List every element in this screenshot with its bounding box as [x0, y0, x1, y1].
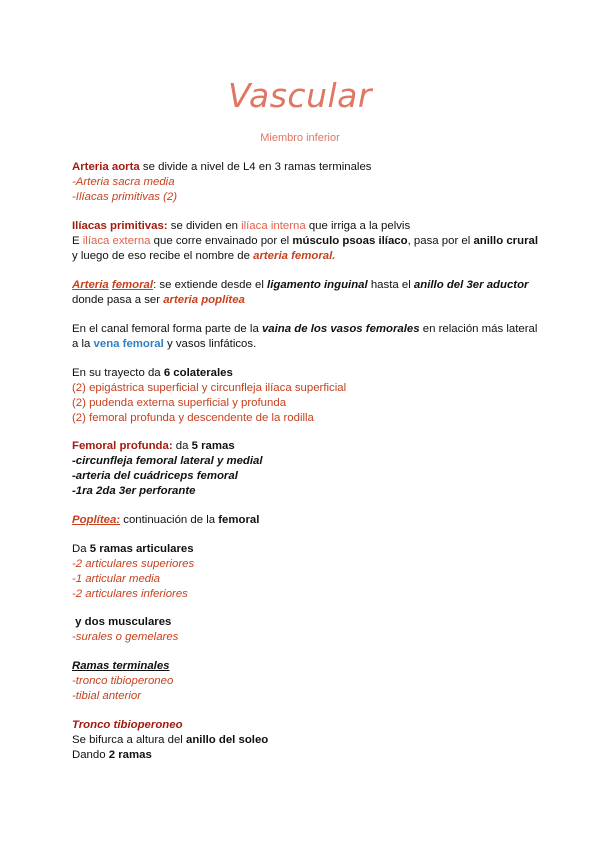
tronco-label: Tronco tibioperoneo — [72, 719, 183, 731]
text-run: a la — [72, 338, 94, 350]
aorta-label: Arteria aorta — [72, 161, 140, 173]
femoral-section — [72, 278, 552, 308]
articular-item: -2 articulares superiores — [72, 558, 195, 570]
text-run: 5 ramas — [191, 440, 235, 452]
text-run: ilíaca interna — [241, 220, 306, 232]
terminal-item: -tibial anterior — [72, 690, 142, 702]
terminales-label: Ramas terminales — [72, 660, 170, 672]
text-run: : se extiende desde el — [153, 279, 268, 291]
text-run: En su trayecto da — [72, 367, 164, 379]
articular-item: -1 articular media — [72, 573, 160, 585]
page-title: Vascular — [228, 76, 372, 115]
text-run: , pasa por el — [407, 235, 474, 247]
text-run: 2 ramas — [108, 749, 152, 761]
muscular-item: -surales o gemelares — [72, 631, 179, 643]
text-run: donde pasa a ser — [72, 294, 164, 306]
profunda-item: -circunfleja femoral lateral y medial — [72, 455, 263, 467]
colaterales-section — [72, 366, 552, 426]
text-run: en relación más lateral — [419, 323, 538, 335]
femoral-label: femoral — [111, 279, 154, 291]
text-run: que corre envainado por el — [150, 235, 293, 247]
text-run: continuación de la — [120, 514, 219, 526]
text-run: 5 ramas articulares — [89, 543, 194, 555]
page-subtitle: Miembro inferior — [260, 132, 340, 144]
canal-section — [72, 322, 552, 352]
profunda-item: -arteria del cuádriceps femoral — [72, 470, 238, 482]
text-run: ligamento inguinal — [267, 279, 368, 291]
colateral-item: (2) femoral profunda y descendente de la rodilla — [72, 412, 314, 424]
text-run: y luego de eso recibe el nombre de — [72, 250, 254, 262]
terminal-item: -tronco tibioperoneo — [72, 675, 174, 687]
text-run: anillo del soleo — [185, 734, 269, 746]
text-run: que irriga a la pelvis — [305, 220, 411, 232]
text-run: Se bifurca a altura del — [72, 734, 186, 746]
aorta-text: se divide a nivel de L4 en 3 ramas terminales — [139, 161, 372, 173]
text-run: anillo crural — [473, 235, 539, 247]
tronco-section — [72, 718, 552, 763]
text-run: arteria poplítea — [163, 294, 245, 306]
text-run: arteria femoral. — [253, 250, 336, 262]
text-run: femoral — [218, 514, 260, 526]
poplitea-section — [72, 513, 552, 528]
articulares-section — [72, 542, 552, 602]
articular-item: -2 articulares inferiores — [72, 588, 188, 600]
text-run: ilíaca externa — [82, 235, 151, 247]
text-run: Dando — [72, 749, 109, 761]
text-run: da — [172, 440, 192, 452]
aorta-item: -Arteria sacra media — [72, 176, 175, 188]
aorta-item: -Ilíacas primitivas (2) — [72, 191, 178, 203]
text-run: En el canal femoral forma parte de la — [72, 323, 262, 335]
text-run: vena femoral — [93, 338, 164, 350]
profunda-label: Femoral profunda: — [72, 440, 173, 452]
text-run: músculo psoas ilíaco — [292, 235, 408, 247]
colateral-item: (2) pudenda externa superficial y profunda — [72, 397, 287, 409]
text-run: E — [72, 235, 83, 247]
colateral-item: (2) epigástrica superficial y circunfleja ilíaca superficial — [72, 382, 347, 394]
poplitea-label: Poplítea: — [72, 514, 121, 526]
musculares-section — [72, 615, 552, 645]
aorta-section — [72, 160, 552, 205]
femoral-label: Arteria — [72, 279, 109, 291]
iliacas-section — [72, 219, 552, 264]
profunda-section — [72, 439, 552, 499]
text-run: Da — [72, 543, 90, 555]
terminales-section — [72, 659, 552, 704]
profunda-item: -1ra 2da 3er perforante — [72, 485, 196, 497]
text-run: vaina de los vasos femorales — [261, 323, 420, 335]
text-run: anillo del 3er aductor — [413, 279, 529, 291]
text-run: se dividen en — [167, 220, 242, 232]
text-run: y vasos linfáticos. — [163, 338, 257, 350]
text-run: 6 colaterales — [163, 367, 233, 379]
iliacas-label: Ilíacas primitivas: — [72, 220, 168, 232]
musculares-label: y dos musculares — [72, 616, 172, 628]
text-run: hasta el — [367, 279, 414, 291]
